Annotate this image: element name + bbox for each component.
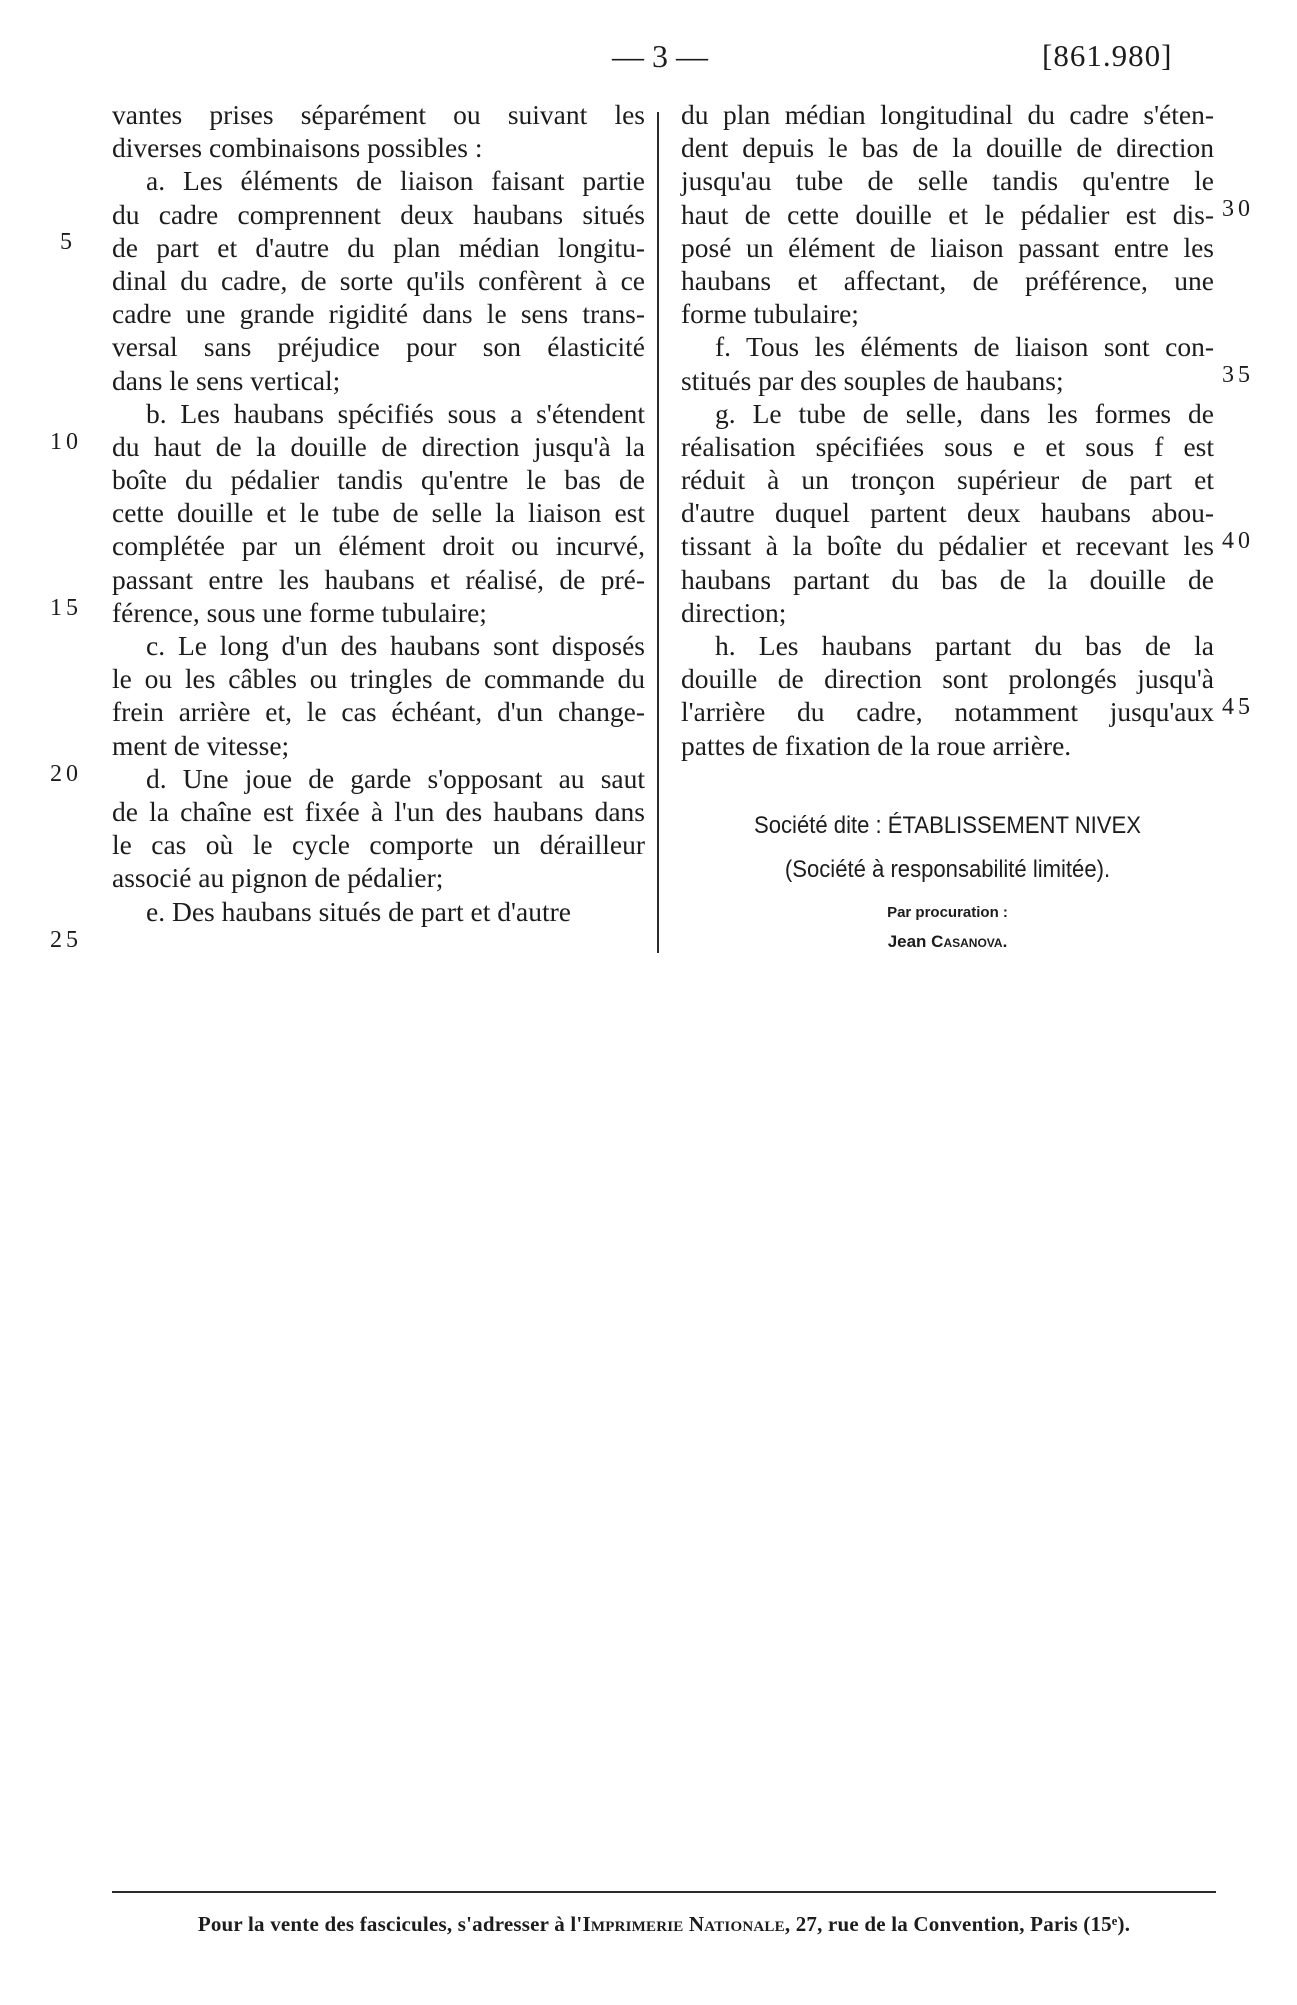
text-line: le cas où le cycle comporte un dérailleur bbox=[112, 829, 645, 861]
text-line: stitués par des souples de haubans; bbox=[681, 364, 1064, 396]
footer-suffix: , 27, rue de la Convention, Paris (15ᵉ). bbox=[784, 1912, 1131, 1936]
text-line: boîte du pédalier tandis qu'entre le bas de bbox=[112, 464, 645, 496]
text-line: versal sans préjudice pour son élasticité bbox=[112, 331, 645, 363]
text-line: dinal du cadre, de sorte qu'ils confèrent à ce bbox=[112, 264, 645, 296]
text-line: passant entre les haubans et réalisé, de pré- bbox=[112, 563, 645, 595]
signature-last-name: Casanova. bbox=[931, 932, 1008, 951]
text-line: complétée par un élément droit ou incurvé, bbox=[112, 530, 645, 562]
patent-number: [861.980] bbox=[1042, 38, 1173, 73]
text-line: e. Des haubans situés de part et d'autre bbox=[146, 895, 571, 927]
left-text-column bbox=[112, 98, 645, 928]
text-line: frein arrière et, le cas échéant, d'un change- bbox=[112, 696, 645, 728]
text-line: du haut de la douille de direction jusqu'à la bbox=[112, 430, 645, 462]
signature-proxy: Par procuration : bbox=[887, 904, 1008, 921]
line-number-25: 25 bbox=[50, 927, 82, 953]
right-text-column bbox=[681, 98, 1214, 762]
text-line: de part et d'autre du plan médian longitu- bbox=[112, 231, 645, 263]
text-line: jusqu'au tube de selle tandis qu'entre le bbox=[681, 165, 1214, 197]
text-line: posé un élément de liaison passant entre les bbox=[681, 231, 1214, 263]
text-line: de la chaîne est fixée à l'un des haubans dans bbox=[112, 795, 645, 827]
text-line: tissant à la boîte du pédalier et recevant les bbox=[681, 530, 1214, 562]
text-line: réduit à un tronçon supérieur de part et bbox=[681, 464, 1214, 496]
text-line: vantes prises séparément ou suivant les bbox=[112, 99, 645, 130]
signature-name bbox=[681, 932, 1214, 952]
signature-legal-form: (Société à responsabilité limitée). bbox=[784, 856, 1111, 883]
line-number-20: 20 bbox=[50, 761, 82, 787]
signature-company: Société dite : ÉTABLISSEMENT NIVEX bbox=[754, 812, 1141, 839]
signature-first-name: Jean bbox=[887, 932, 927, 951]
text-line: le ou les câbles ou tringles de commande du bbox=[112, 663, 645, 695]
footer-prefix: Pour la vente des fascicules, s'adresser à l' bbox=[197, 1912, 583, 1936]
text-line: pattes de fixation de la roue arrière. bbox=[681, 729, 1072, 761]
page-number: — 3 — bbox=[612, 38, 708, 74]
text-line: haubans et affectant, de préférence, une bbox=[681, 264, 1214, 296]
text-line: d. Une joue de garde s'opposant au saut bbox=[146, 762, 645, 794]
text-line: haubans partant du bas de la douille de bbox=[681, 563, 1214, 595]
text-line: ment de vitesse; bbox=[112, 729, 290, 761]
text-line: cadre une grande rigidité dans le sens trans- bbox=[112, 298, 645, 330]
text-line: b. Les haubans spécifiés sous a s'étendent bbox=[146, 397, 645, 429]
text-line: cette douille et le tube de selle la liaison est bbox=[112, 497, 645, 529]
footer-printer: Imprimerie Nationale bbox=[582, 1912, 785, 1936]
text-line: douille de direction sont prolongés jusqu'à bbox=[681, 663, 1214, 695]
column-divider bbox=[657, 112, 659, 953]
text-line: d'autre duquel partent deux haubans abou- bbox=[681, 497, 1214, 529]
line-number-15: 15 bbox=[50, 595, 82, 621]
line-number-5: 5 bbox=[60, 229, 76, 255]
text-line: direction; bbox=[681, 596, 787, 628]
text-line: h. Les haubans partant du bas de la bbox=[715, 630, 1214, 661]
text-line: dans le sens vertical; bbox=[112, 364, 341, 396]
line-number-45: 45 bbox=[1222, 694, 1254, 720]
text-line: diverses combinaisons possibles : bbox=[112, 132, 483, 164]
footer-note bbox=[112, 1912, 1216, 1937]
line-number-35: 35 bbox=[1222, 362, 1254, 388]
text-line: l'arrière du cadre, notamment jusqu'aux bbox=[681, 696, 1214, 728]
text-line: a. Les éléments de liaison faisant partie bbox=[146, 165, 645, 197]
text-line: g. Le tube de selle, dans les formes de bbox=[715, 397, 1214, 429]
text-line: dent depuis le bas de la douille de direction bbox=[681, 132, 1214, 164]
text-line: associé au pignon de pédalier; bbox=[112, 862, 444, 894]
text-line: f. Tous les éléments de liaison sont con- bbox=[715, 331, 1214, 363]
text-line: haut de cette douille et le pédalier est dis- bbox=[681, 198, 1214, 230]
text-line: réalisation spécifiées sous e et sous f est bbox=[681, 430, 1214, 462]
line-number-30: 30 bbox=[1222, 196, 1254, 222]
line-number-10: 10 bbox=[50, 429, 82, 455]
text-line: férence, sous une forme tubulaire; bbox=[112, 596, 487, 628]
line-number-40: 40 bbox=[1222, 528, 1254, 554]
text-line: du plan médian longitudinal du cadre s'éten- bbox=[681, 99, 1214, 130]
text-line: c. Le long d'un des haubans sont disposés bbox=[146, 630, 645, 661]
text-line: du cadre comprennent deux haubans situés bbox=[112, 198, 645, 230]
text-line: forme tubulaire; bbox=[681, 298, 859, 330]
footer-rule bbox=[112, 1891, 1216, 1893]
